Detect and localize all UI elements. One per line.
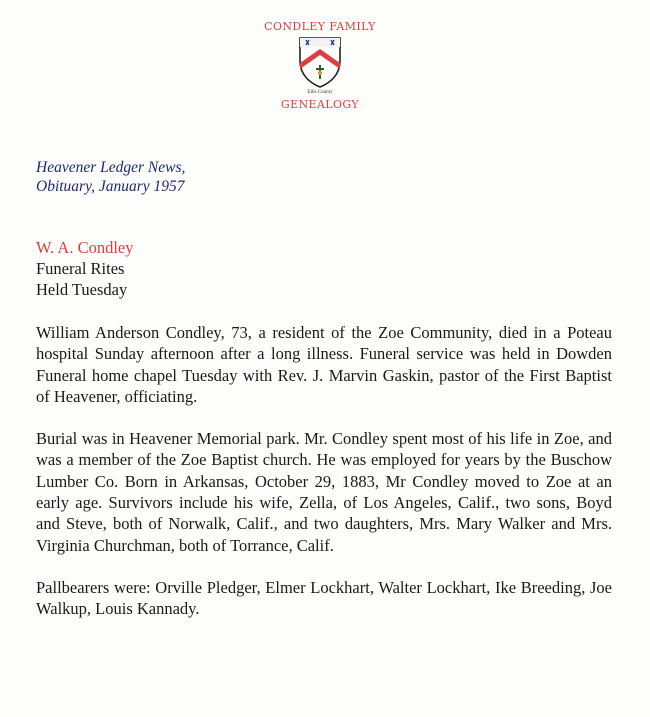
- crest-motto: Ellis County: [307, 90, 333, 95]
- headline-line-3: Held Tuesday: [36, 280, 128, 299]
- source-line-1: Heavener Ledger News,: [36, 159, 186, 176]
- headline-line-2: Funeral Rites: [36, 259, 125, 278]
- letterhead-title: CONDLEY FAMILY: [264, 20, 376, 33]
- letterhead-subtitle: GENEALOGY: [280, 98, 360, 111]
- letterhead: [230, 20, 410, 111]
- obituary-headline: [36, 237, 133, 300]
- body-paragraph: William Anderson Condley, 73, a resident of the Zoe Community, died in a Poteau hospital Sunday afternoon after a long illness. Funeral service was held in Dowden Funeral home chapel Tuesday with Rev. J. Marvin Gaskin, pastor of the First Baptist of Heavener, officiating.: [36, 323, 612, 406]
- body-paragraph: Pallbearers were: Orville Pledger, Elmer Lockhart, Walter Lockhart, Ike Breeding, Joe Walkup, Louis Kannady.: [36, 577, 612, 619]
- obituary-body: [36, 322, 612, 641]
- family-crest-icon: [297, 35, 343, 89]
- source-line-2: Obituary, January 1957: [36, 178, 185, 195]
- deceased-name: W. A. Condley: [36, 238, 134, 257]
- source-citation: [36, 158, 185, 196]
- body-paragraph: Burial was in Heavener Memorial park. Mr. Condley spent most of his life in Zoe, and was a member of the Zoe Baptist church. He was employed for years by the Buschow Lumber Co. Born in Arkansas, October 29, 1883, Mr Condley moved to Zoe at an early age. Survivors include his wife, Zella, of Los Angeles, Calif., two sons, Boyd and Steve, both of Norwalk, Calif., and two daughters, Mrs. Mary Walker and Mrs. Virginia Churchman, both of Torrance, Calif.: [36, 429, 612, 555]
